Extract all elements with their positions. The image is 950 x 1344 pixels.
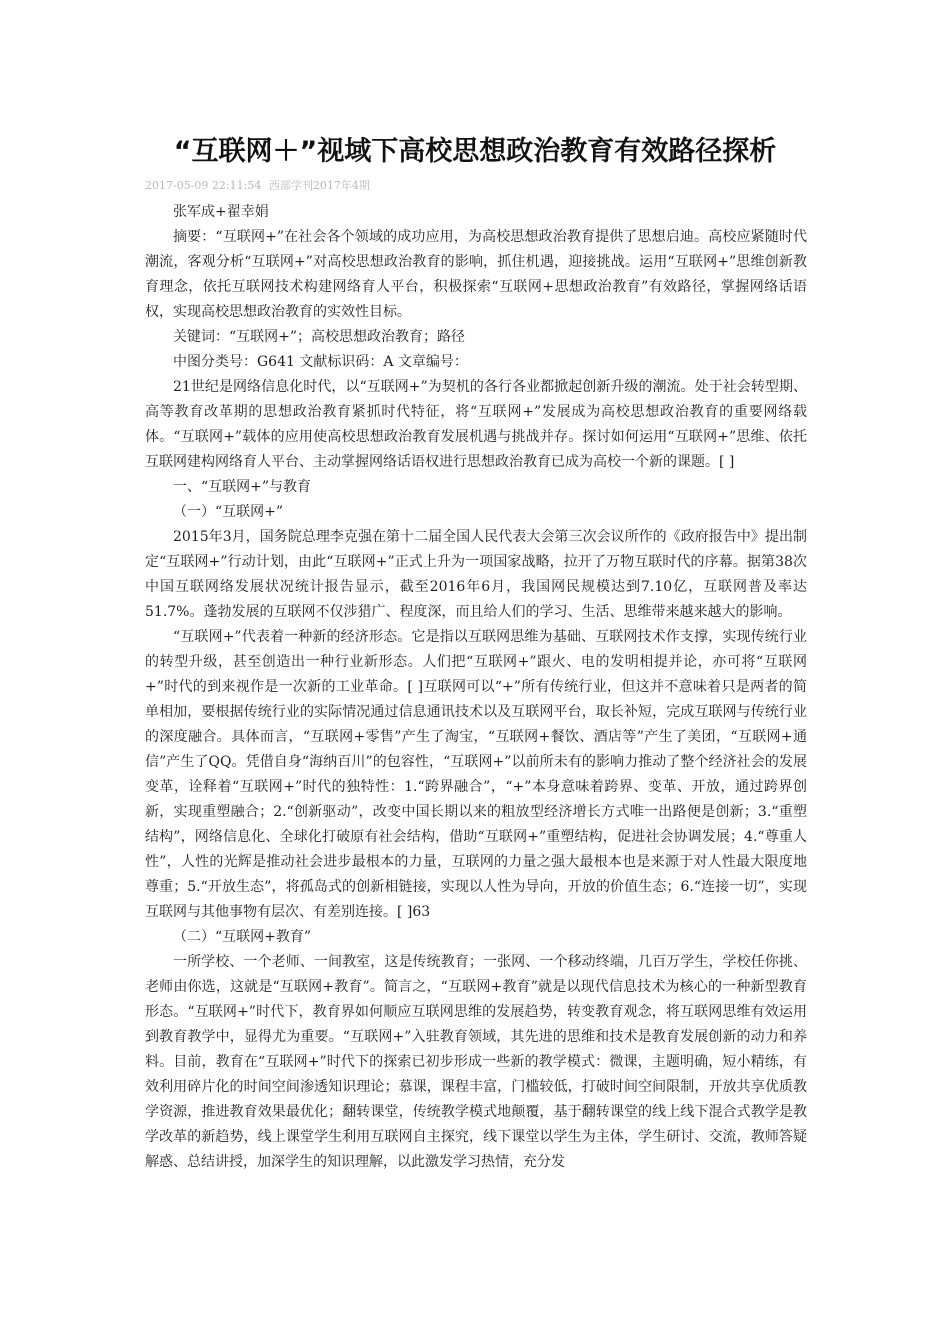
subsection-heading-1: （一）“互联网+” xyxy=(173,504,284,520)
publish-timestamp: 2017-05-09 22:11:54 xyxy=(145,179,262,192)
keywords-line: 关键词：“互联网+”；高校思想政治教育；路径 xyxy=(173,329,466,345)
article-body xyxy=(145,200,807,1175)
abstract-paragraph: 摘要：“互联网+”在社会各个领域的成功应用，为高校思想政治教育提供了思想启迪。高校应紧随时代潮流，客观分析“互联网+”对高校思想政治教育的影响，抓住机遇，迎接挑战。运用“互联网+”思维创新教育理念，依托互联网技术构建网络育人平台，积极探索“互联网+思想政治教育”有效路径，掌握网络话语权，实现高校思想政治教育的实效性目标。 xyxy=(145,229,807,320)
author-line: 张军成+翟幸娟 xyxy=(173,204,269,220)
article-meta xyxy=(145,178,374,194)
journal-source: 西部学刊2017年4期 xyxy=(268,179,370,192)
classification-line: 中图分类号：G641 文献标识码：A 文章编号： xyxy=(173,354,468,370)
body-paragraph: 2015年3月，国务院总理李克强在第十二届全国人民代表大会第三次会议所作的《政府报告中》提出制定“互联网+”行动计划，由此“互联网+”正式上升为一项国家战略，拉开了万物互联时代的序幕。据第38次中国互联网络发展状况统计报告显示，截至2016年6月，我国网民规模达到7.10亿，互联网普及率达51.7%。蓬勃发展的互联网不仅涉猎广、程度深，而且给人们的学习、生活、思维带来越来越大的影响。 xyxy=(145,529,807,620)
article-title: “互联网＋”视域下高校思想政治教育有效路径探析 xyxy=(173,136,777,167)
body-paragraph: “互联网+”代表着一种新的经济形态。它是指以互联网思维为基础、互联网技术作支撑，实现传统行业的转型升级，甚至创造出一种行业新形态。人们把“互联网+”跟火、电的发明相提并论，亦可将“互联网+”时代的到来视作是一次新的工业革命。[ ]互联网可以“+”所有传统行业，但这并不意味着只是两者的简单相加，要根据传统行业的实际情况通过信息通讯技术以及互联网平台，取长补短，完成互联网与传统行业的深度融合。具体而言，“互联网+零售”产生了淘宝，“互联网+餐饮、酒店等”产生了美团，“互联网+通信”产生了QQ。凭借自身“海纳百川”的包容性，“互联网+”以前所未有的影响力推动了整个经济社会的发展变革，诠释着“互联网+”时代的独特性：1.“跨界融合”，“+”本身意味着跨界、变革、开放，通过跨界创新，实现重塑融合；2.“创新驱动”，改变中国长期以来的粗放型经济增长方式唯一出路便是创新；3.“重塑结构”，网络信息化、全球化打破原有社会结构，借助“互联网+”重塑结构，促进社会协调发展；4.“尊重人性”，人性的光辉是推动社会进步最根本的力量，互联网的力量之强大最根本也是来源于对人性最大限度地尊重；5.“开放生态”，将孤岛式的创新相链接，实现以人性为导向，开放的价值生态；6.“连接一切”，实现互联网与其他事物有层次、有差别连接。[ ]63 xyxy=(145,629,807,920)
section-heading-1: 一、“互联网+”与教育 xyxy=(173,479,312,495)
body-paragraph: 一所学校、一个老师、一间教室，这是传统教育；一张网、一个移动终端，几百万学生，学校任你挑、老师由你选，这就是“互联网+教育”。简言之，“互联网+教育”就是以现代信息技术为核心的一种新型教育形态。“互联网+”时代下，教育界如何顺应互联网思维的发展趋势，转变教育观念，将互联网思维有效运用到教育教学中，显得尤为重要。“互联网+”入驻教育领域，其先进的思维和技术是教育发展创新的动力和养料。目前，教育在“互联网+”时代下的探索已初步形成一些新的教学模式：微课，主题明确，短小精练，有效利用碎片化的时间空间渗透知识理论；慕课，课程丰富，门槛较低，打破时间空间限制，开放共享优质教学资源，推进教育效果最优化；翻转课堂，传统教学模式地颠覆，基于翻转课堂的线上线下混合式教学是教学改革的新趋势，线上课堂学生利用互联网自主探究，线下课堂以学生为主体，学生研讨、交流，教师答疑解惑、总结讲授，加深学生的知识理解，以此激发学习热情，充分发 xyxy=(145,954,807,1170)
subsection-heading-2: （二）“互联网+教育” xyxy=(173,929,312,945)
intro-paragraph: 21世纪是网络信息化时代，以“互联网+”为契机的各行各业都掀起创新升级的潮流。处于社会转型期、高等教育改革期的思想政治教育紧抓时代特征，将“互联网+”发展成为高校思想政治教育的重要网络载体。“互联网+”载体的应用使高校思想政治教育发展机遇与挑战并存。探讨如何运用“互联网+”思维、依托互联网建构网络育人平台、主动掌握网络话语权进行思想政治教育已成为高校一个新的课题。[ ] xyxy=(145,379,807,470)
